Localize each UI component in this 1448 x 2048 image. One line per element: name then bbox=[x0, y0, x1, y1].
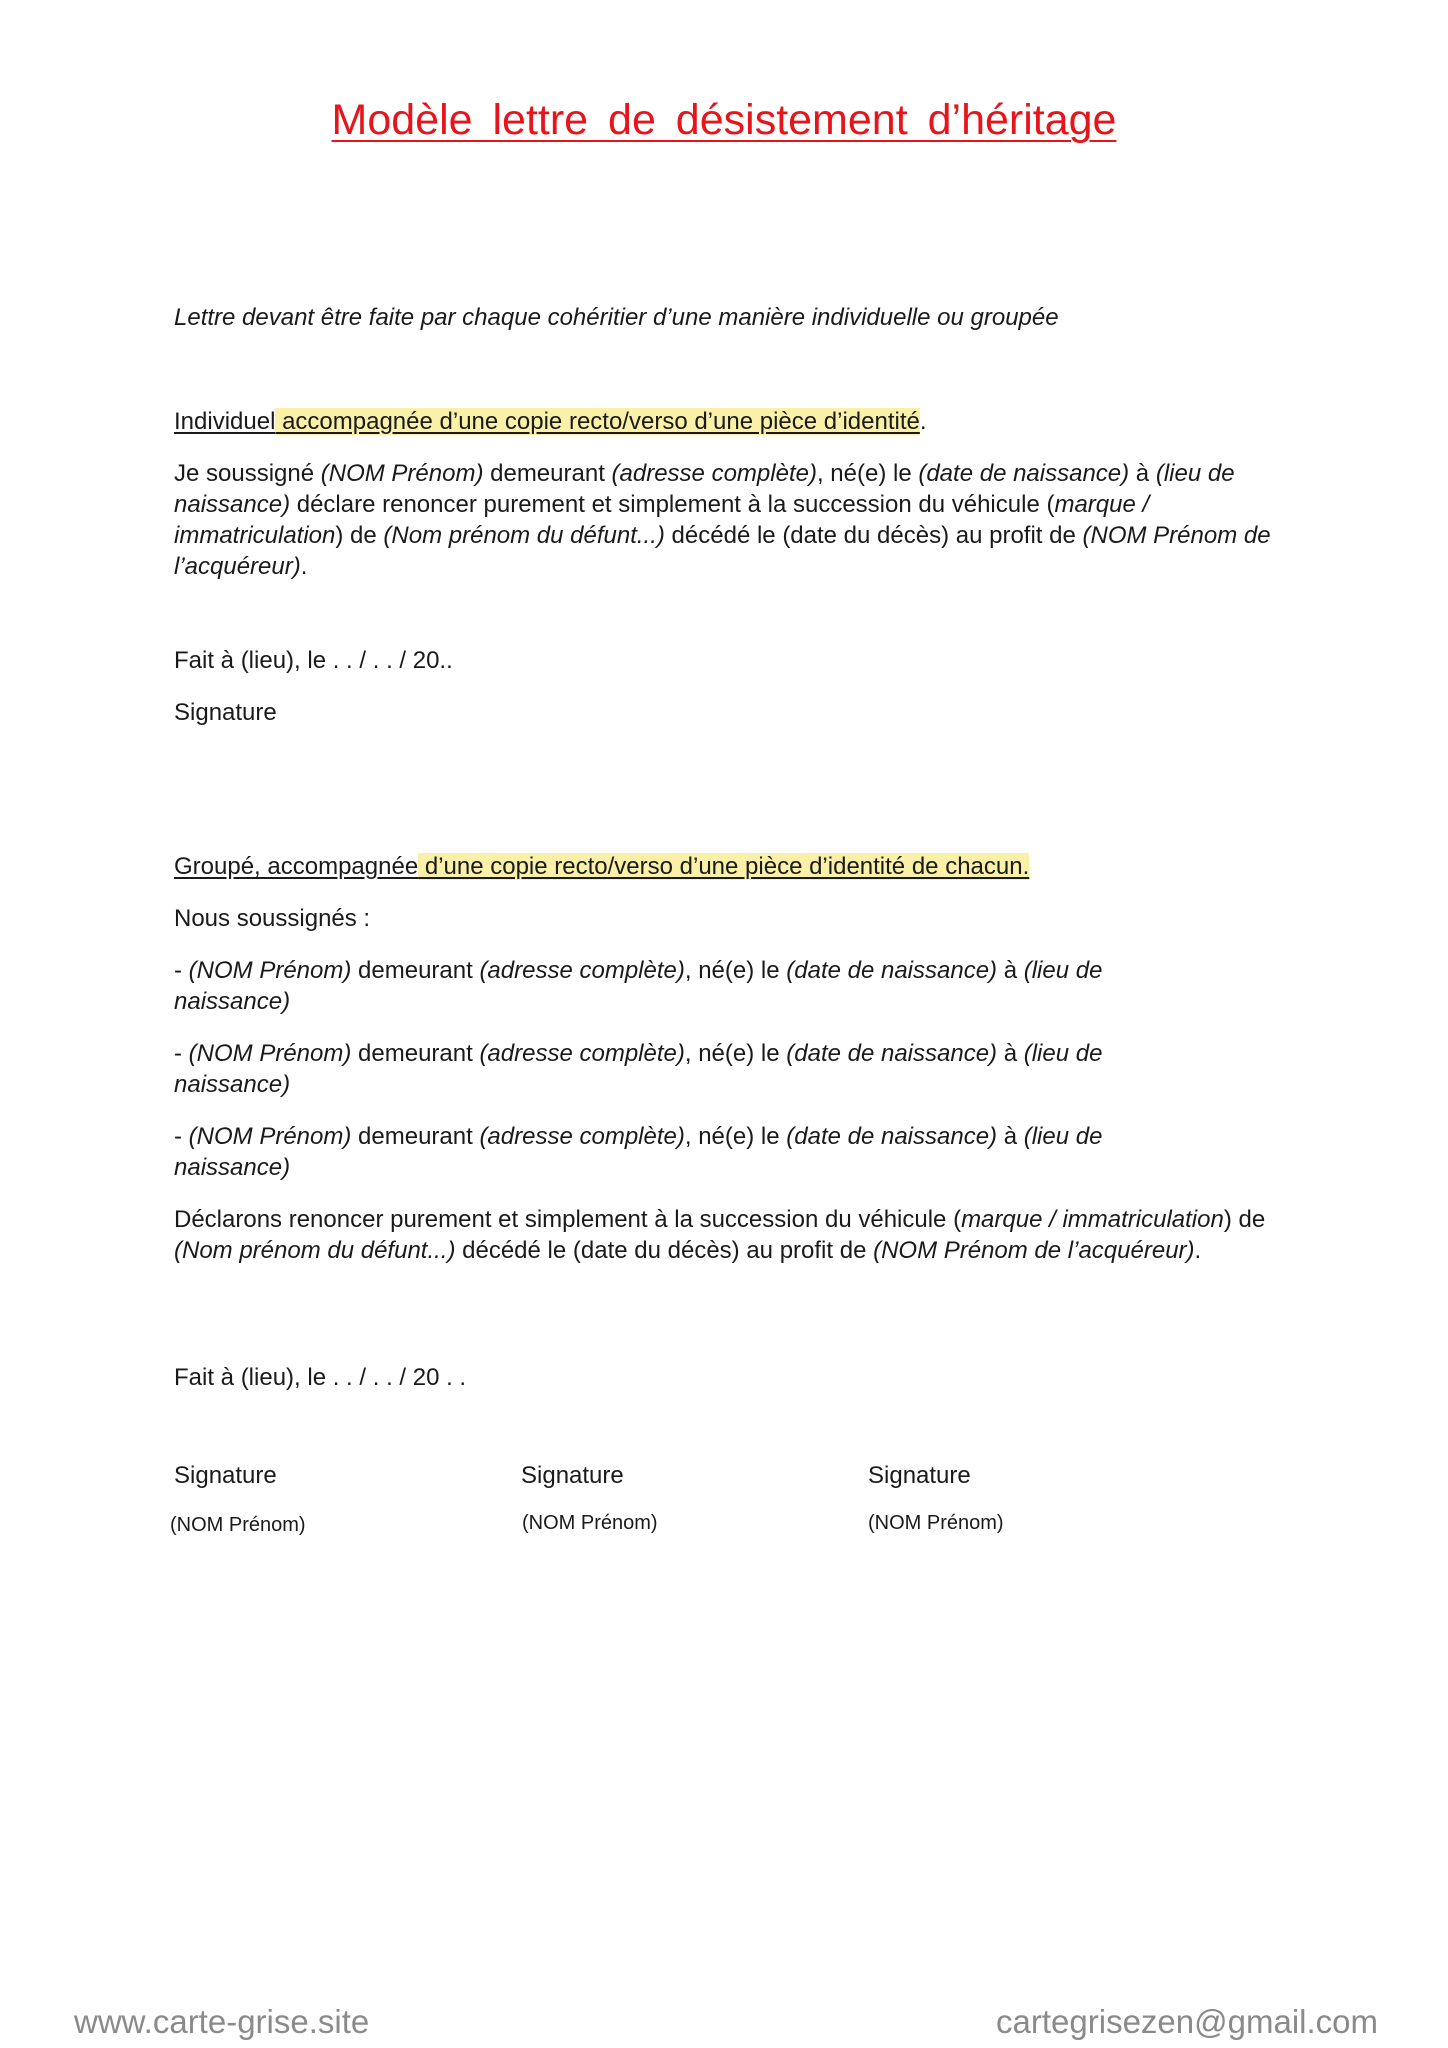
person-line bbox=[174, 1121, 1194, 1183]
groupe-heading-highlight: d’une copie recto/verso d’une pièce d’identité de chacun. bbox=[418, 853, 1030, 880]
text-run-italic: (NOM Prénom) bbox=[188, 957, 352, 984]
text-run: à bbox=[997, 957, 1024, 984]
footer-website: www.carte-grise.site bbox=[74, 2003, 370, 2040]
text-run-italic: (date de naissance) bbox=[786, 1040, 998, 1067]
text-run-italic: (adresse complète) bbox=[479, 1040, 685, 1067]
text-run: , né(e) le bbox=[684, 1123, 787, 1150]
text-run: déclare renoncer purement et simplement à la succession du véhicule ( bbox=[290, 491, 1055, 518]
text-run: demeurant bbox=[351, 1123, 480, 1150]
text-run-italic: (date de naissance) bbox=[786, 957, 998, 984]
signature-name-1: (NOM Prénom) bbox=[170, 1514, 306, 1536]
text-run-italic: marque / immatriculation bbox=[961, 1206, 1224, 1233]
individuel-paragraph bbox=[174, 458, 1289, 582]
text-run: à bbox=[997, 1040, 1024, 1067]
groupe-fait: Fait à (lieu), le . . / . . / 20 . . bbox=[174, 1364, 467, 1391]
text-run-italic: (lieu de naissance) bbox=[174, 1040, 1103, 1098]
text-run-italic: (adresse complète) bbox=[479, 1123, 685, 1150]
person-line bbox=[174, 1038, 1194, 1100]
text-run-italic: (date de naissance) bbox=[918, 460, 1130, 487]
individuel-heading-highlight: accompagnée d’une copie recto/verso d’une pièce d’identité bbox=[275, 408, 920, 435]
text-run-italic: (NOM Prénom) bbox=[188, 1040, 352, 1067]
groupe-heading-label: Groupé, accompagnée bbox=[174, 853, 419, 880]
text-run: demeurant bbox=[483, 460, 612, 487]
text-run: , né(e) le bbox=[684, 957, 787, 984]
groupe-heading bbox=[174, 851, 1294, 882]
text-run: à bbox=[1129, 460, 1156, 487]
person-line bbox=[174, 955, 1194, 1017]
text-run: à bbox=[997, 1123, 1024, 1150]
text-run: - bbox=[174, 1040, 189, 1067]
signature-label-3: Signature bbox=[868, 1462, 971, 1489]
text-run: , né(e) le bbox=[816, 460, 919, 487]
text-run-italic: (Nom prénom du défunt...) bbox=[383, 522, 665, 549]
signature-name-2: (NOM Prénom) bbox=[522, 1512, 658, 1534]
footer-email: cartegrisezen@gmail.com bbox=[996, 2003, 1378, 2040]
text-run: demeurant bbox=[351, 957, 480, 984]
text-run-italic: (NOM Prénom) bbox=[320, 460, 484, 487]
document-title: Modèle lettre de désistement d’héritage bbox=[331, 96, 1117, 144]
text-run-italic: (lieu de naissance) bbox=[174, 460, 1235, 518]
text-run: . bbox=[1194, 1237, 1202, 1264]
individuel-signature: Signature bbox=[174, 699, 277, 726]
text-run: - bbox=[174, 1123, 189, 1150]
text-run-italic: (date de naissance) bbox=[786, 1123, 998, 1150]
nous-soussignes: Nous soussignés : bbox=[174, 905, 371, 932]
text-run-italic: (NOM Prénom de l’acquéreur) bbox=[174, 522, 1271, 580]
text-run-italic: (Nom prénom du défunt...) bbox=[174, 1237, 456, 1264]
text-run: demeurant bbox=[351, 1040, 480, 1067]
groupe-paragraph bbox=[174, 1204, 1289, 1266]
text-run-italic: (lieu de naissance) bbox=[174, 957, 1103, 1015]
text-run: Déclarons renoncer purement et simplement à la succession du véhicule ( bbox=[174, 1206, 962, 1233]
text-run: . bbox=[300, 553, 308, 580]
text-run: ) de bbox=[1223, 1206, 1266, 1233]
individuel-heading bbox=[174, 406, 1294, 437]
signature-label-1: Signature bbox=[174, 1462, 277, 1489]
text-run: Je soussigné bbox=[174, 460, 321, 487]
text-run: décédé le (date du décès) au profit de bbox=[455, 1237, 874, 1264]
text-run: - bbox=[174, 957, 189, 984]
intro-line: Lettre devant être faite par chaque cohéritier d’une manière individuelle ou groupée bbox=[174, 304, 1059, 331]
individuel-heading-end: . bbox=[919, 408, 927, 435]
text-run: , né(e) le bbox=[684, 1040, 787, 1067]
text-run-italic: (NOM Prénom) bbox=[188, 1123, 352, 1150]
individuel-fait: Fait à (lieu), le . . / . . / 20.. bbox=[174, 647, 453, 674]
text-run: décédé le (date du décès) au profit de bbox=[664, 522, 1083, 549]
text-run-italic: (NOM Prénom de l’acquéreur) bbox=[873, 1237, 1195, 1264]
text-run-italic: (lieu de naissance) bbox=[174, 1123, 1103, 1181]
individuel-heading-label: Individuel bbox=[174, 408, 276, 435]
signature-label-2: Signature bbox=[521, 1462, 624, 1489]
signature-name-3: (NOM Prénom) bbox=[868, 1512, 1004, 1534]
text-run-italic: marque / immatriculation bbox=[174, 491, 1150, 549]
text-run-italic: (adresse complète) bbox=[479, 957, 685, 984]
text-run: ) de bbox=[335, 522, 384, 549]
text-run-italic: (adresse complète) bbox=[611, 460, 817, 487]
